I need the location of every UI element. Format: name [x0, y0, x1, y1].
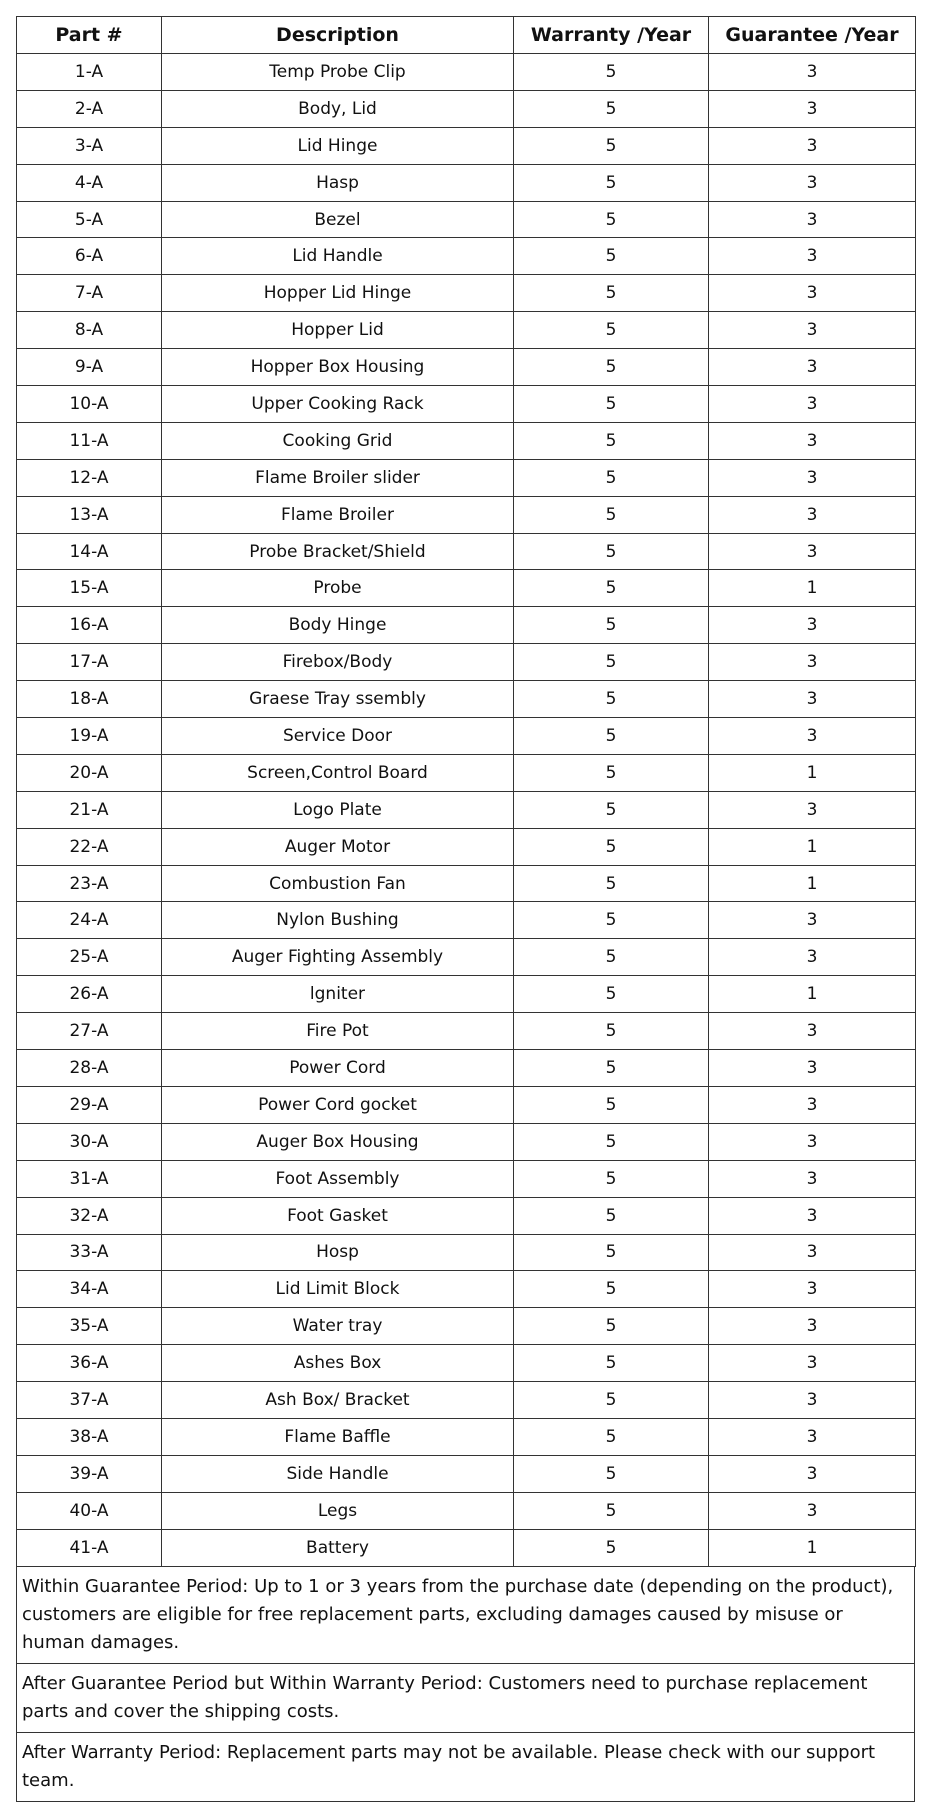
cell-guarantee-years: 3: [709, 1013, 916, 1050]
cell-part-number: 38-A: [17, 1418, 162, 1455]
table-row: [17, 1086, 916, 1123]
cell-description: Ash Box/ Bracket: [162, 1382, 514, 1419]
cell-part-number: 39-A: [17, 1455, 162, 1492]
table-row: [17, 644, 916, 681]
cell-description: Cooking Grid: [162, 422, 514, 459]
table-row: [17, 865, 916, 902]
cell-description: Nylon Bushing: [162, 902, 514, 939]
cell-warranty-years: 5: [514, 164, 709, 201]
header-description: Description: [162, 17, 514, 54]
note-guarantee-period: Within Guarantee Period: Up to 1 or 3 years from the purchase date (depending on the product), customers are eligible for free replacement parts, excluding damages caused by misuse or human damages.: [17, 1567, 915, 1664]
cell-description: Temp Probe Clip: [162, 54, 514, 91]
cell-part-number: 5-A: [17, 201, 162, 238]
parts-warranty-sheet: [16, 16, 915, 1802]
cell-description: Foot Gasket: [162, 1197, 514, 1234]
cell-guarantee-years: 3: [709, 164, 916, 201]
cell-description: Ashes Box: [162, 1345, 514, 1382]
table-row: [17, 238, 916, 275]
cell-warranty-years: 5: [514, 1013, 709, 1050]
cell-part-number: 27-A: [17, 1013, 162, 1050]
cell-guarantee-years: 1: [709, 865, 916, 902]
cell-warranty-years: 5: [514, 570, 709, 607]
table-row: [17, 459, 916, 496]
table-row: [17, 754, 916, 791]
table-row: [17, 1013, 916, 1050]
cell-part-number: 3-A: [17, 127, 162, 164]
cell-warranty-years: 5: [514, 386, 709, 423]
note-row: [17, 1732, 915, 1801]
cell-description: Flame Baffle: [162, 1418, 514, 1455]
cell-warranty-years: 5: [514, 865, 709, 902]
cell-description: Fire Pot: [162, 1013, 514, 1050]
table-row: [17, 1271, 916, 1308]
cell-description: Lid Handle: [162, 238, 514, 275]
cell-part-number: 11-A: [17, 422, 162, 459]
cell-guarantee-years: 3: [709, 1492, 916, 1529]
table-row: [17, 1455, 916, 1492]
cell-description: Power Cord gocket: [162, 1086, 514, 1123]
table-row: [17, 1123, 916, 1160]
cell-warranty-years: 5: [514, 1086, 709, 1123]
cell-guarantee-years: 1: [709, 976, 916, 1013]
cell-description: Hopper Lid Hinge: [162, 275, 514, 312]
cell-part-number: 8-A: [17, 312, 162, 349]
cell-guarantee-years: 3: [709, 1271, 916, 1308]
parts-table: [16, 16, 916, 1567]
table-row: [17, 312, 916, 349]
cell-part-number: 7-A: [17, 275, 162, 312]
cell-description: Lid Limit Block: [162, 1271, 514, 1308]
cell-description: Combustion Fan: [162, 865, 514, 902]
cell-description: Legs: [162, 1492, 514, 1529]
table-row: [17, 386, 916, 423]
cell-part-number: 40-A: [17, 1492, 162, 1529]
cell-warranty-years: 5: [514, 1197, 709, 1234]
table-row: [17, 349, 916, 386]
cell-guarantee-years: 3: [709, 349, 916, 386]
cell-guarantee-years: 3: [709, 1308, 916, 1345]
header-warranty-years: Warranty /Year: [514, 17, 709, 54]
cell-warranty-years: 5: [514, 127, 709, 164]
cell-description: Body Hinge: [162, 607, 514, 644]
cell-part-number: 4-A: [17, 164, 162, 201]
table-row: [17, 607, 916, 644]
cell-warranty-years: 5: [514, 607, 709, 644]
cell-warranty-years: 5: [514, 238, 709, 275]
cell-warranty-years: 5: [514, 459, 709, 496]
cell-part-number: 28-A: [17, 1050, 162, 1087]
table-row: [17, 1160, 916, 1197]
cell-description: lgniter: [162, 976, 514, 1013]
cell-description: Hopper Lid: [162, 312, 514, 349]
cell-part-number: 20-A: [17, 754, 162, 791]
cell-part-number: 32-A: [17, 1197, 162, 1234]
parts-table-body: [17, 54, 916, 1567]
table-row: [17, 1345, 916, 1382]
cell-guarantee-years: 3: [709, 275, 916, 312]
cell-guarantee-years: 1: [709, 754, 916, 791]
table-row: [17, 1197, 916, 1234]
cell-guarantee-years: 3: [709, 1455, 916, 1492]
cell-part-number: 18-A: [17, 681, 162, 718]
cell-guarantee-years: 3: [709, 1160, 916, 1197]
cell-guarantee-years: 3: [709, 422, 916, 459]
cell-warranty-years: 5: [514, 718, 709, 755]
cell-description: Side Handle: [162, 1455, 514, 1492]
table-row: [17, 164, 916, 201]
table-row: [17, 1050, 916, 1087]
cell-warranty-years: 5: [514, 644, 709, 681]
cell-part-number: 16-A: [17, 607, 162, 644]
cell-warranty-years: 5: [514, 54, 709, 91]
cell-description: Auger Motor: [162, 828, 514, 865]
cell-guarantee-years: 3: [709, 1382, 916, 1419]
cell-guarantee-years: 1: [709, 828, 916, 865]
cell-part-number: 37-A: [17, 1382, 162, 1419]
cell-part-number: 23-A: [17, 865, 162, 902]
cell-guarantee-years: 3: [709, 201, 916, 238]
cell-description: Probe Bracket/Shield: [162, 533, 514, 570]
table-row: [17, 1382, 916, 1419]
cell-warranty-years: 5: [514, 681, 709, 718]
warranty-notes: [16, 1567, 915, 1802]
table-row: [17, 54, 916, 91]
table-row: [17, 718, 916, 755]
cell-part-number: 15-A: [17, 570, 162, 607]
cell-description: Bezel: [162, 201, 514, 238]
cell-part-number: 36-A: [17, 1345, 162, 1382]
cell-guarantee-years: 3: [709, 127, 916, 164]
table-row: [17, 681, 916, 718]
table-row: [17, 791, 916, 828]
cell-guarantee-years: 3: [709, 1123, 916, 1160]
cell-description: Hosp: [162, 1234, 514, 1271]
cell-part-number: 21-A: [17, 791, 162, 828]
note-row: [17, 1567, 915, 1664]
table-row: [17, 1234, 916, 1271]
cell-guarantee-years: 3: [709, 90, 916, 127]
cell-guarantee-years: 3: [709, 1234, 916, 1271]
cell-part-number: 29-A: [17, 1086, 162, 1123]
note-row: [17, 1663, 915, 1732]
cell-description: Battery: [162, 1529, 514, 1566]
cell-warranty-years: 5: [514, 1529, 709, 1566]
cell-part-number: 12-A: [17, 459, 162, 496]
cell-part-number: 41-A: [17, 1529, 162, 1566]
cell-description: Power Cord: [162, 1050, 514, 1087]
cell-part-number: 30-A: [17, 1123, 162, 1160]
cell-warranty-years: 5: [514, 1308, 709, 1345]
table-row: [17, 275, 916, 312]
cell-part-number: 17-A: [17, 644, 162, 681]
table-row: [17, 939, 916, 976]
cell-warranty-years: 5: [514, 1271, 709, 1308]
cell-part-number: 24-A: [17, 902, 162, 939]
cell-guarantee-years: 3: [709, 238, 916, 275]
cell-warranty-years: 5: [514, 90, 709, 127]
cell-guarantee-years: 3: [709, 939, 916, 976]
table-row: [17, 1418, 916, 1455]
cell-warranty-years: 5: [514, 1418, 709, 1455]
cell-guarantee-years: 3: [709, 459, 916, 496]
cell-description: Screen,Control Board: [162, 754, 514, 791]
cell-description: Service Door: [162, 718, 514, 755]
cell-guarantee-years: 3: [709, 1345, 916, 1382]
cell-guarantee-years: 3: [709, 1086, 916, 1123]
cell-guarantee-years: 1: [709, 570, 916, 607]
cell-warranty-years: 5: [514, 312, 709, 349]
table-header-row: [17, 17, 916, 54]
cell-description: Flame Broiler: [162, 496, 514, 533]
cell-part-number: 31-A: [17, 1160, 162, 1197]
table-row: [17, 533, 916, 570]
table-row: [17, 1308, 916, 1345]
cell-description: Logo Plate: [162, 791, 514, 828]
cell-description: Body, Lid: [162, 90, 514, 127]
cell-description: Probe: [162, 570, 514, 607]
cell-warranty-years: 5: [514, 754, 709, 791]
cell-part-number: 33-A: [17, 1234, 162, 1271]
cell-guarantee-years: 3: [709, 607, 916, 644]
cell-description: Foot Assembly: [162, 1160, 514, 1197]
cell-guarantee-years: 3: [709, 496, 916, 533]
cell-guarantee-years: 3: [709, 644, 916, 681]
cell-part-number: 26-A: [17, 976, 162, 1013]
cell-description: Flame Broiler slider: [162, 459, 514, 496]
cell-description: Upper Cooking Rack: [162, 386, 514, 423]
note-after-warranty: After Warranty Period: Replacement parts may not be available. Please check with our support team.: [17, 1732, 915, 1801]
cell-description: Hopper Box Housing: [162, 349, 514, 386]
cell-warranty-years: 5: [514, 1382, 709, 1419]
cell-guarantee-years: 1: [709, 1529, 916, 1566]
table-row: [17, 570, 916, 607]
table-row: [17, 127, 916, 164]
cell-warranty-years: 5: [514, 1234, 709, 1271]
cell-warranty-years: 5: [514, 1345, 709, 1382]
cell-description: Hasp: [162, 164, 514, 201]
table-row: [17, 828, 916, 865]
header-part-number: Part #: [17, 17, 162, 54]
cell-part-number: 14-A: [17, 533, 162, 570]
cell-guarantee-years: 3: [709, 533, 916, 570]
table-row: [17, 496, 916, 533]
cell-warranty-years: 5: [514, 976, 709, 1013]
cell-part-number: 2-A: [17, 90, 162, 127]
cell-part-number: 35-A: [17, 1308, 162, 1345]
cell-part-number: 10-A: [17, 386, 162, 423]
cell-warranty-years: 5: [514, 422, 709, 459]
cell-description: Lid Hinge: [162, 127, 514, 164]
table-row: [17, 201, 916, 238]
cell-guarantee-years: 3: [709, 312, 916, 349]
cell-guarantee-years: 3: [709, 681, 916, 718]
cell-guarantee-years: 3: [709, 1418, 916, 1455]
cell-warranty-years: 5: [514, 1492, 709, 1529]
cell-description: Auger Box Housing: [162, 1123, 514, 1160]
cell-part-number: 9-A: [17, 349, 162, 386]
cell-part-number: 1-A: [17, 54, 162, 91]
cell-guarantee-years: 3: [709, 1050, 916, 1087]
cell-warranty-years: 5: [514, 349, 709, 386]
table-row: [17, 976, 916, 1013]
cell-description: Water tray: [162, 1308, 514, 1345]
cell-part-number: 6-A: [17, 238, 162, 275]
table-row: [17, 1492, 916, 1529]
cell-guarantee-years: 3: [709, 791, 916, 828]
cell-part-number: 22-A: [17, 828, 162, 865]
cell-guarantee-years: 3: [709, 902, 916, 939]
cell-warranty-years: 5: [514, 902, 709, 939]
table-row: [17, 1529, 916, 1566]
table-row: [17, 902, 916, 939]
note-warranty-period: After Guarantee Period but Within Warranty Period: Customers need to purchase replacement parts and cover the shipping costs.: [17, 1663, 915, 1732]
cell-warranty-years: 5: [514, 1123, 709, 1160]
cell-warranty-years: 5: [514, 1050, 709, 1087]
cell-guarantee-years: 3: [709, 54, 916, 91]
cell-part-number: 25-A: [17, 939, 162, 976]
cell-guarantee-years: 3: [709, 1197, 916, 1234]
table-row: [17, 90, 916, 127]
cell-part-number: 34-A: [17, 1271, 162, 1308]
header-guarantee-years: Guarantee /Year: [709, 17, 916, 54]
cell-warranty-years: 5: [514, 1455, 709, 1492]
cell-description: Auger Fighting Assembly: [162, 939, 514, 976]
cell-guarantee-years: 3: [709, 386, 916, 423]
cell-part-number: 19-A: [17, 718, 162, 755]
cell-warranty-years: 5: [514, 939, 709, 976]
cell-description: Firebox/Body: [162, 644, 514, 681]
cell-warranty-years: 5: [514, 533, 709, 570]
cell-warranty-years: 5: [514, 201, 709, 238]
cell-warranty-years: 5: [514, 496, 709, 533]
cell-part-number: 13-A: [17, 496, 162, 533]
table-row: [17, 422, 916, 459]
cell-warranty-years: 5: [514, 275, 709, 312]
cell-warranty-years: 5: [514, 1160, 709, 1197]
cell-warranty-years: 5: [514, 791, 709, 828]
cell-warranty-years: 5: [514, 828, 709, 865]
cell-guarantee-years: 3: [709, 718, 916, 755]
cell-description: Graese Tray ssembly: [162, 681, 514, 718]
